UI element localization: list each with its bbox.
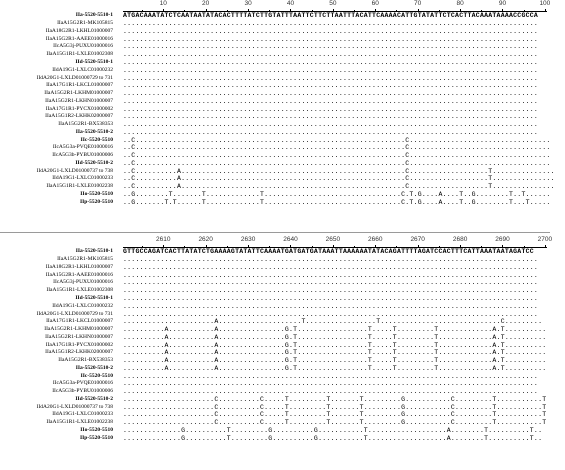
alignment-row	[0, 287, 550, 295]
alignment-row	[0, 364, 550, 372]
sequence-label: IId-5520-5510-2	[75, 159, 113, 166]
sequence-label: IIdA20G1-LXLD01000729 to 731	[36, 74, 113, 81]
aligned-sequence: ....................................................................................................	[123, 287, 539, 295]
aligned-sequence: ..C..........A......................................................C...................T...............	[123, 175, 555, 183]
aligned-sequence: ..........A...........A................G.T.................T.....T.........T.............A.T..........	[123, 357, 547, 365]
alignment-row	[0, 121, 550, 129]
aligned-sequence: ....................................................................................................	[123, 66, 539, 74]
ruler-mark	[524, 246, 525, 248]
sequence-label: IIaA15G2R1-MK105815	[57, 256, 113, 263]
alignment-row	[0, 357, 550, 365]
sequence-label: IIaA15G1R2-LKHK02000007	[45, 349, 113, 356]
alignment-row	[0, 302, 550, 310]
ruler-mark	[290, 9, 291, 12]
sequence-label: IId-5520-5510-1	[75, 58, 113, 65]
alignment-row	[0, 333, 550, 341]
alignment-row	[0, 66, 550, 74]
ruler-mark	[354, 10, 355, 12]
ruler-tick-label: 2670	[410, 236, 425, 243]
alignment-row	[0, 59, 550, 67]
sequence-label: IId-5520-5510-1	[75, 294, 113, 301]
alignment-row	[0, 434, 550, 442]
aligned-sequence: ....................................................................................................	[123, 128, 539, 136]
alignment-row	[0, 248, 550, 256]
ruler-mark	[333, 245, 334, 248]
aligned-sequence: ....................................................................................................	[123, 380, 539, 388]
alignment-row	[0, 372, 550, 380]
sequence-label: IIaA15G1R2-LKHK02000007	[45, 113, 113, 120]
sequence-label: IIdA19G1-LXLC01000233	[52, 175, 113, 182]
sequence-label: IIcA5G3b-PYBU01000006	[52, 388, 113, 395]
aligned-sequence: ..............G..........T.........G..........G...........T...................A........T..........T..	[123, 434, 543, 442]
ruler-mark	[545, 9, 546, 12]
ruler-tick-label: 2680	[452, 236, 468, 243]
ruler-tick-label: 30	[244, 0, 252, 7]
ruler-mark	[163, 9, 164, 12]
alignment-row	[0, 97, 550, 105]
sequence-label: IIcA5G3b-PYBU01000006	[52, 152, 113, 159]
sequence-label: IId-5520-5510-2	[75, 395, 113, 402]
alignment-row	[0, 74, 550, 82]
ruler-mark	[396, 246, 397, 248]
ruler-mark	[439, 10, 440, 12]
alignment-row	[0, 136, 550, 144]
ruler-tick-label: 60	[371, 0, 379, 7]
ruler-mark	[269, 246, 270, 248]
sequence-label: IIcA5G3j-PUXU01000016	[53, 43, 113, 50]
alignment-row	[0, 256, 550, 264]
sequence-label: IIdA19G1-LXLC01000233	[52, 411, 113, 418]
alignment-row	[0, 380, 550, 388]
ruler-mark	[375, 245, 376, 248]
ruler-mark	[206, 245, 207, 248]
sequence-label: IIaA15G2R1-LKHN01000007	[45, 97, 113, 104]
alignment-row	[0, 128, 550, 136]
aligned-sequence: ....................................................................................................	[123, 58, 539, 66]
aligned-sequence: ..........A...........A................G.T.................T.....T.........T.............A.T..........	[123, 341, 547, 349]
reference-sequence: ATGACAAATATCTCAATAATATACACTTTTATCTTGTATTTAATTCTTCTTAATTTACATTCAAAACATTGTATATTCTCACTTACAAATAAAACCGCCA	[123, 12, 539, 20]
ruler-mark	[418, 9, 419, 12]
ruler-mark	[163, 245, 164, 248]
alignment-row	[0, 35, 550, 43]
sequence-label: IIdA20G1-LXLD01000737 to 738	[36, 403, 113, 410]
alignment-row	[0, 20, 550, 28]
alignment-block-1	[0, 0, 555, 206]
sequence-label: IIc-5520-5510	[80, 372, 113, 379]
ruler-mark	[206, 9, 207, 12]
aligned-sequence: ....................................................................................................	[123, 372, 539, 380]
alignment-row	[0, 396, 550, 404]
sequence-label: IIaA15G1R1-LXLE01002238	[46, 183, 113, 190]
ruler-mark	[502, 9, 503, 12]
sequence-label: IIa-5520-5510-2	[75, 128, 113, 135]
ruler-mark	[142, 246, 143, 248]
position-ruler	[0, 0, 550, 9]
aligned-sequence: ......................A....................T.................T.............................C.........	[123, 318, 543, 326]
ruler-tick-label: 70	[414, 0, 422, 7]
alignment-row	[0, 28, 550, 36]
alignment-row	[0, 419, 550, 427]
alignment-row	[0, 279, 550, 287]
aligned-sequence: ....................................................................................................	[123, 113, 539, 121]
alignment-row	[0, 175, 555, 183]
ruler-baseline	[123, 247, 547, 248]
sequence-label: IIcA5G3a-PVQE01000016	[52, 380, 113, 387]
ruler-mark	[248, 9, 249, 12]
ruler-mark	[418, 245, 419, 248]
alignment-block-2	[0, 236, 553, 442]
ruler-mark	[354, 246, 355, 248]
ruler-tick-label: 2630	[240, 236, 256, 243]
alignment-row	[0, 295, 550, 303]
ruler-tick-label: 2650	[325, 236, 341, 243]
ruler-tick-label: 80	[456, 0, 464, 7]
sequence-label: IIaA15G2R1-LKHM01000007	[44, 90, 113, 97]
sequence-label: IIaA17G1R1-PYCX01000002	[45, 341, 113, 348]
ruler-mark	[460, 9, 461, 12]
ruler-tick-label: 50	[329, 0, 337, 7]
sequence-label: IIaA15G1R1-LXLE01002308	[46, 51, 113, 58]
alignment-row	[0, 349, 550, 357]
aligned-sequence: ..C.................................................................C..................................	[123, 152, 551, 160]
aligned-sequence: ..........A...........A................G.T.................T.....T.........T.............A.T..........	[123, 364, 547, 372]
alignment-row	[0, 198, 550, 206]
alignment-row	[0, 318, 550, 326]
aligned-sequence: ....................................................................................................	[123, 121, 539, 129]
alignment-row	[0, 271, 550, 279]
sequence-label: IIa-5520-5510-2	[75, 364, 113, 371]
aligned-sequence: ..........A...........A................G.T.................T.....T.........T.............A.T..........	[123, 333, 547, 341]
aligned-sequence: ..G.......T.T......T.............T.................................C.T.G....A....T..G........T...T.....	[123, 198, 551, 206]
sequence-label: IIdA19G1-LXLC01000232	[52, 302, 113, 309]
ruler-mark	[184, 246, 185, 248]
aligned-sequence: ....................................................................................................	[123, 105, 539, 113]
ruler-mark	[290, 245, 291, 248]
alignment-row	[0, 51, 550, 59]
aligned-sequence: ....................................................................................................	[123, 74, 539, 82]
ruler-baseline	[123, 11, 547, 12]
aligned-sequence: ..G........T.......T.............T.................................C.T.G....A....T..G........T..T......	[123, 190, 551, 198]
ruler-mark	[248, 245, 249, 248]
ruler-mark	[524, 10, 525, 12]
sequence-label: IIp-5520-5510	[79, 198, 113, 205]
sequence-label: IIc-5520-5510	[80, 136, 113, 143]
aligned-sequence: ....................................................................................................	[123, 294, 539, 302]
alignment-row	[0, 152, 550, 160]
ruler-mark	[227, 10, 228, 12]
aligned-sequence: ..............G..........T.........G..........G...........T...................A........T..........T..	[123, 426, 543, 434]
sequence-label: IIcA5G3j-PUXU01000016	[53, 279, 113, 286]
sequence-label: IIo-5520-5510	[80, 190, 113, 197]
sequence-label: IIaA15G1R1-LXLE01002238	[46, 419, 113, 426]
ruler-mark	[481, 246, 482, 248]
ruler-tick-label: 2610	[156, 236, 171, 243]
aligned-sequence: ..C..........A......................................................C...................T...............	[123, 183, 555, 191]
aligned-sequence: ....................................................................................................	[123, 263, 539, 271]
alignment-row	[0, 113, 550, 121]
aligned-sequence: ..C.................................................................C..................................	[123, 144, 551, 152]
ruler-mark	[545, 245, 546, 248]
sequence-label: IIdA19G1-LXLC01000232	[52, 66, 113, 73]
sequence-label: IIdA20G1-LXLD01000729 to 731	[36, 310, 113, 317]
alignment-row	[0, 105, 550, 113]
ruler-tick-label: 2660	[368, 236, 383, 243]
aligned-sequence: ..C.................................................................C..................................	[123, 159, 551, 167]
alignment-row	[0, 191, 550, 199]
sequence-label: IIa-5520-5510-1	[75, 248, 113, 255]
sequence-label: IIaA17G1R1-PYCX01000002	[45, 105, 113, 112]
aligned-sequence: ....................................................................................................	[123, 302, 539, 310]
ruler-mark	[227, 246, 228, 248]
sequence-label: IIaA18G2R1-LKHL01000007	[45, 27, 113, 34]
aligned-sequence: ....................................................................................................	[123, 51, 539, 59]
ruler-mark	[142, 10, 143, 12]
alignment-row	[0, 388, 550, 396]
aligned-sequence: ......................C..........C.....T.........T.......T.........G...........C.........T...........T	[123, 395, 547, 403]
aligned-sequence: ....................................................................................................	[123, 35, 539, 43]
ruler-mark	[460, 245, 461, 248]
alignment-row	[0, 160, 550, 168]
alignment-row	[0, 341, 550, 349]
ruler-mark	[439, 246, 440, 248]
ruler-tick-label: 100	[539, 0, 551, 7]
aligned-sequence: ....................................................................................................	[123, 43, 539, 51]
ruler-mark	[396, 10, 397, 12]
ruler-tick-label: 2700	[537, 236, 553, 243]
alignment-row	[0, 411, 550, 419]
sequence-label: IIaA15G1R1-LXLE01002308	[46, 287, 113, 294]
sequence-label: IIp-5520-5510	[79, 434, 113, 441]
ruler-tick-label: 20	[202, 0, 210, 7]
ruler-mark	[333, 9, 334, 12]
aligned-sequence: ..C.................................................................C..................................	[123, 136, 551, 144]
aligned-sequence: ......................C..........C.....T.........T.......T.........G...........C.........T...........T	[123, 419, 547, 427]
ruler-line	[0, 9, 550, 12]
alignment-row	[0, 12, 550, 20]
alignment-row	[0, 403, 550, 411]
alignment-row	[0, 167, 555, 175]
sequence-label: IIo-5520-5510	[80, 426, 113, 433]
sequence-label: IIa-5520-5510-1	[75, 12, 113, 19]
ruler-mark	[502, 245, 503, 248]
sequence-label: IIaA17G1R1-LKCL01000007	[46, 318, 113, 325]
sequence-label: IIaA15G2R1-AAEE01000016	[45, 35, 113, 42]
aligned-sequence: ....................................................................................................	[123, 271, 539, 279]
sequence-label: IIaA18G2R1-LKHL01000007	[45, 263, 113, 270]
alignment-row	[0, 90, 550, 98]
aligned-sequence: ....................................................................................................	[123, 279, 539, 287]
sequence-label: IIaA15G2R1-LKHN01000007	[45, 333, 113, 340]
alignment-row	[0, 144, 550, 152]
ruler-tick-label: 40	[286, 0, 295, 7]
sequence-label: IIaA15G2R1-LKHM01000007	[44, 326, 113, 333]
sequence-label: IIaA15G2R1-BX538353	[58, 121, 113, 128]
aligned-sequence: ....................................................................................................	[123, 27, 539, 35]
aligned-sequence: ....................................................................................................	[123, 90, 539, 98]
alignment-row	[0, 310, 550, 318]
aligned-sequence: ....................................................................................................	[123, 256, 539, 264]
sequence-label: IIaA17G1R1-LKCL01000007	[46, 82, 113, 89]
aligned-sequence: ..C..........A......................................................C...................T...............	[123, 167, 555, 175]
ruler-tick-label: 10	[159, 0, 167, 7]
alignment-row	[0, 326, 550, 334]
aligned-sequence: ....................................................................................................	[123, 97, 539, 105]
ruler-mark	[312, 10, 313, 12]
aligned-sequence: ....................................................................................................	[123, 310, 539, 318]
ruler-tick-label: 2640	[283, 236, 298, 243]
aligned-sequence: ....................................................................................................	[123, 388, 539, 396]
ruler-line	[0, 245, 550, 248]
ruler-mark	[312, 246, 313, 248]
aligned-sequence: ......................C..........C.....T.........T.......T.........G...........C.........T...........T	[123, 411, 547, 419]
aligned-sequence: ....................................................................................................	[123, 20, 539, 28]
block-separator	[0, 232, 550, 233]
sequence-label: IIdA20G1-LXLD01000737 to 738	[36, 167, 113, 174]
ruler-mark	[481, 10, 482, 12]
aligned-sequence: ..........A...........A................G.T.................T.....T.........T.............A.T..........	[123, 349, 547, 357]
sequence-label: IIcA5G3a-PVQE01000016	[52, 144, 113, 151]
aligned-sequence: ......................C..........C.....T.........T.......T.........G...........C.........T...........T	[123, 403, 547, 411]
ruler-mark	[269, 10, 270, 12]
alignment-row	[0, 427, 550, 435]
reference-sequence: GTTGCCAGATCACTTATATCTGAAAAGTATATTCAAAATGATGATGATAAATTAAAAAATATACAGATTTTAGATCCACTTTCATTAAATAATAGATCC	[123, 248, 534, 256]
ruler-mark	[375, 9, 376, 12]
alignment-row	[0, 82, 550, 90]
sequence-label: IIaA15G2R1-MK105815	[57, 20, 113, 27]
alignment-row	[0, 43, 550, 51]
ruler-mark	[184, 10, 185, 12]
aligned-sequence: ....................................................................................................	[123, 82, 539, 90]
ruler-tick-label: 90	[498, 0, 507, 7]
sequence-label: IIaA15G2R1-AAEE01000016	[45, 271, 113, 278]
alignment-row	[0, 183, 555, 191]
alignment-row	[0, 264, 550, 272]
position-ruler	[0, 236, 553, 245]
ruler-tick-label: 2620	[198, 236, 213, 243]
aligned-sequence: ..........A...........A................G.T.................T.....T.........T.............A.T..........	[123, 326, 547, 334]
sequence-label: IIaA15G2R1-BX538353	[58, 357, 113, 364]
ruler-tick-label: 2690	[495, 236, 510, 243]
